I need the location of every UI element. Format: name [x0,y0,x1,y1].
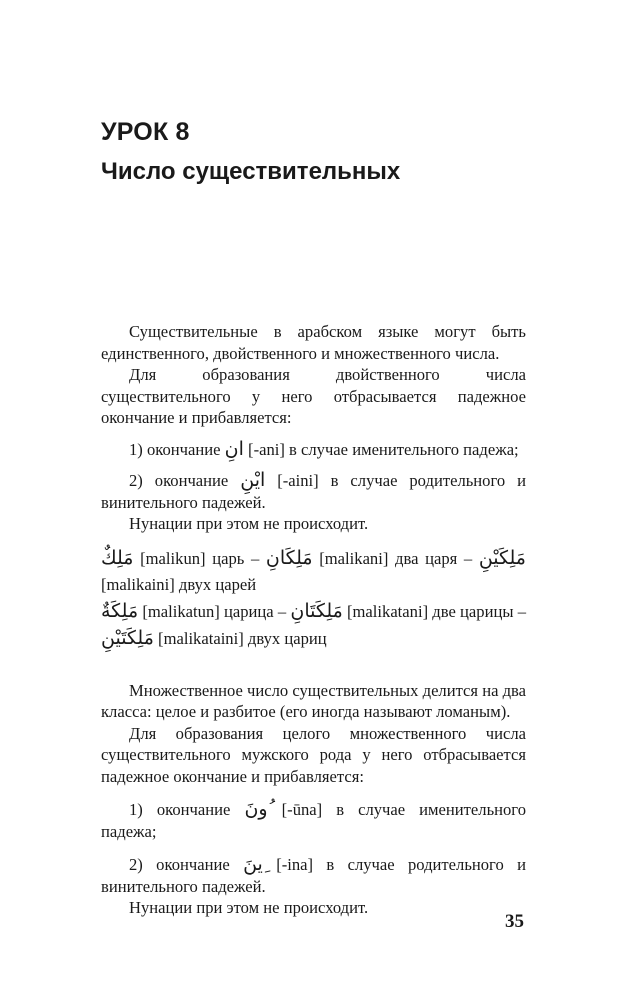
arabic-word: ايْنِ [240,469,266,491]
paragraph: Для образования целого множественного числа существительного мужского рода у него отбрасывается падежное окончание и прибавляется: [101,723,526,786]
paragraph: 1) окончание ُونَ [-ūna] в случае именительного падежа; [101,798,526,841]
paragraph: Множественное число существительных делится на два класса: целое и разбитое (его иногда называют ломаным). [101,680,527,721]
arabic-word: مَلِكَتَيْنِ [101,626,154,649]
arabic-word: مَلِكَانِ [265,546,313,569]
paragraph: Нунации при этом не происходит. [129,898,369,917]
arabic-word: ِينَ [243,853,263,875]
arabic-word: ُونَ [244,798,268,820]
page-number: 35 [505,911,524,932]
arabic-word: مَلِكٌ [101,546,134,569]
example-line: مَلِكَةٌ [malikatun] царица – مَلِكَتَانِ [malikatani] две царицы – مَلِكَتَيْنِ [malikataini] двух цариц [101,599,526,649]
arabic-word: مَلِكَتَانِ [290,599,343,622]
lesson-title: Число существительных [101,158,401,185]
paragraph: Нунации при этом не происходит. [129,514,369,533]
paragraph: Для образования двойственного числа существительного у него отбрасывается падежное окончание и прибавляется: [101,365,526,427]
lesson-number: УРОК 8 [101,118,190,146]
paragraph: 2) окончание ِينَ [-ina] в случае родительного и винительного падежей. [101,853,526,896]
body-text [101,321,526,919]
arabic-word: مَلِكَةٌ [101,599,139,622]
paragraph: 1) окончание انِ [-ani] в случае именительного падежа; [129,437,519,460]
example-line: مَلِكٌ [malikun] царь – مَلِكَانِ [malikani] два царя – مَلِكَيْنِ [malikaini] двух царей [101,546,526,594]
arabic-word: انِ [224,437,244,460]
paragraph: 2) окончание ايْنِ [-aini] в случае родительного и винительного падежей. [101,469,526,512]
arabic-word: مَلِكَيْنِ [478,546,526,569]
paragraph: Существительные в арабском языке могут быть единственного, двойственного и множественного числа. [101,322,526,363]
